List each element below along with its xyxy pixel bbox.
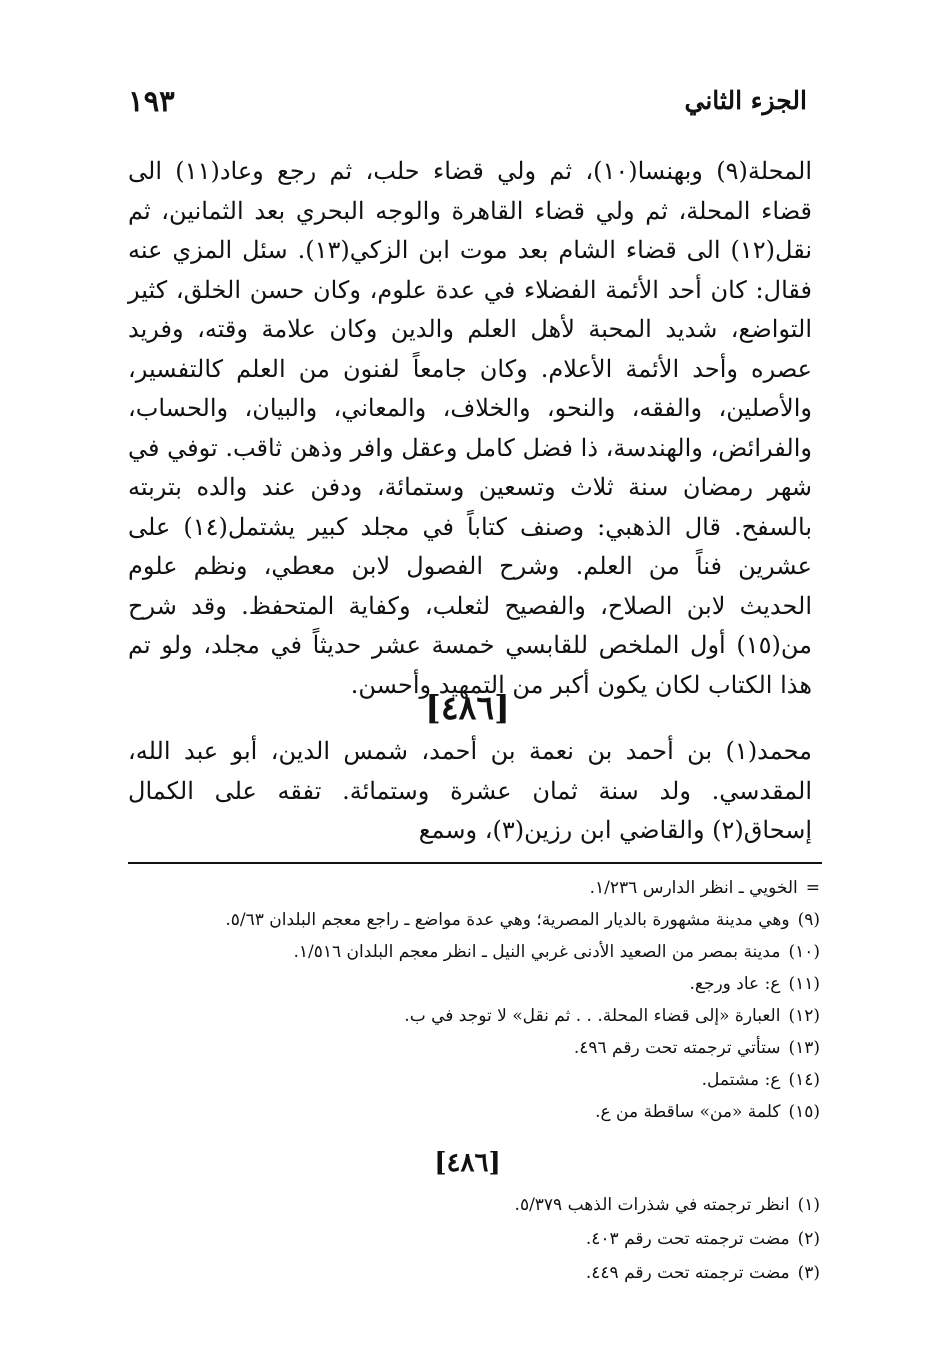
footnote xyxy=(180,1032,820,1064)
footnote xyxy=(180,904,820,936)
footnote-text: الخويي ـ انظر الدارس ١/٢٣٦. xyxy=(589,878,798,898)
footnote xyxy=(180,1096,820,1128)
running-head: الجزء الثاني xyxy=(684,86,807,115)
main-paragraph: المحلة(٩) وبهنسا(١٠)، ثم ولي قضاء حلب، ثم رجع وعاد(١١) الى قضاء المحلة، ثم ولي قضاء القاهرة والوجه البحري بعد الثمانين، ثم نقل(١٢) الى قضاء الشام بعد موت ابن الزكي(١٣). سئل المزي عنه فقال: كان أحد الأئمة الفضلاء في عدة علوم، وكان حسن الخلق، كثير التواضع، شديد المحبة لأهل العلم والدين وكان علامة وقته، وفريد عصره وأحد الأئمة الأعلام. وكان جامعاً لفنون من العلم كالتفسير، والأصلين، والفقه، والنحو، والخلاف، والمعاني، والبيان، والحساب، والفرائض، والهندسة، ذا فضل كامل وعقل وافر وذهن ثاقب. توفي في شهر رمضان سنة ثلاث وتسعين وستمائة، ودفن عند والده بتربته بالسفح. قال الذهبي: وصنف كتاباً في مجلد كبير يشتمل(١٤) على عشرين فناً من العلم. وشرح الفصول لابن معطي، ونظم علوم الحديث لابن الصلاح، والفصيح لثعلب، وكفاية المتحفظ. وقد شرح من(١٥) أول الملخص للقابسي خمسة عشر حديثاً في مجلد، ولو تم هذا الكتاب لكان يكون أكبر من التمهيد وأحسن. xyxy=(128,157,813,699)
footnote-text: مضت ترجمته تحت رقم ٤٠٣. xyxy=(585,1229,790,1249)
footnote xyxy=(180,1000,820,1032)
footnote-text: ع: عاد ورجع. xyxy=(689,974,781,994)
footnote xyxy=(180,872,820,904)
footnote-number: (٩) xyxy=(797,910,820,930)
footnote-text: كلمة «من» ساقطة من ع. xyxy=(595,1102,781,1122)
footnote-number: (١٥) xyxy=(788,1102,820,1122)
footnote-number: (١) xyxy=(797,1195,820,1215)
footnote-number: (١٢) xyxy=(788,1006,820,1026)
footnote-number: (٢) xyxy=(797,1229,820,1249)
footnote xyxy=(180,1222,820,1256)
footnote xyxy=(180,968,820,1000)
footnote-text: ع: مشتمل. xyxy=(701,1070,781,1090)
entry-paragraph: محمد(١) بن أحمد بن نعمة بن أحمد، شمس الدين، أبو عبد الله، المقدسي. ولد سنة ثمان عشرة وستمائة. تفقه على الكمال إسحاق(٢) والقاضي ابن رزين(٣)، وسمع xyxy=(128,737,812,844)
footnote-text: مدينة بمصر من الصعيد الأدنى غربي النيل ـ انظر معجم البلدان ١/٥١٦. xyxy=(293,942,781,962)
page-number: ١٩٣ xyxy=(128,84,175,118)
footnote-text: انظر ترجمته في شذرات الذهب ٥/٣٧٩. xyxy=(514,1195,790,1215)
entry-number: [٤٨٦] xyxy=(425,688,510,727)
footnote-number: (١١) xyxy=(788,974,820,994)
footnote xyxy=(180,1064,820,1096)
footnote-text: العبارة «إلى قضاء المحلة. . . ثم نقل» لا توجد في ب. xyxy=(404,1006,781,1026)
footnotes-list xyxy=(180,872,820,1128)
footnote-text: مضت ترجمته تحت رقم ٤٤٩. xyxy=(585,1263,790,1283)
entry-footnotes-list xyxy=(180,1188,820,1290)
footnote-text: وهي مدينة مشهورة بالديار المصرية؛ وهي عدة مواضع ـ راجع معجم البلدان ٥/٦٣. xyxy=(225,910,790,930)
footnote-divider xyxy=(128,862,822,864)
footnote xyxy=(180,1188,820,1222)
page-header xyxy=(128,84,807,128)
footnote-entry-number: [٤٨٦] xyxy=(434,1148,501,1178)
footnote xyxy=(180,1256,820,1290)
footnote xyxy=(180,936,820,968)
footnote-text: ستأتي ترجمته تحت رقم ٤٩٦. xyxy=(573,1038,781,1058)
footnote-number: (١٤) xyxy=(788,1070,820,1090)
footnote-number: (١٣) xyxy=(788,1038,820,1058)
footnote-number: (٣) xyxy=(797,1263,820,1283)
footnote-number: = xyxy=(805,878,820,898)
footnote-number: (١٠) xyxy=(788,942,820,962)
